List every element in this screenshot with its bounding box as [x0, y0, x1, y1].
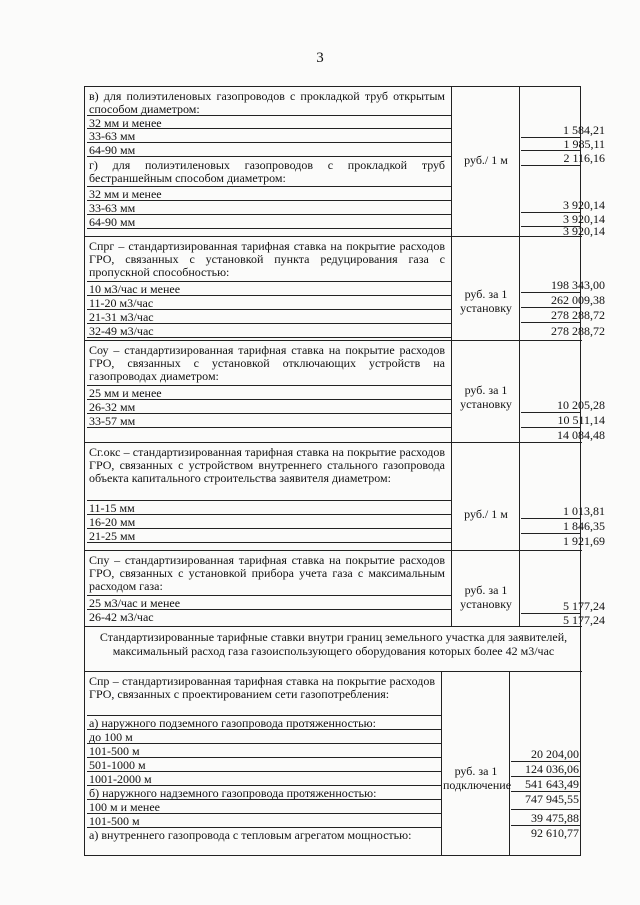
value: 14 084,48 — [557, 428, 605, 442]
value: 3 920,14 — [563, 212, 605, 226]
value: 1 846,35 — [563, 519, 605, 533]
row-label: 101-500 м — [89, 744, 140, 758]
unit-label: руб./ 1 м — [464, 153, 508, 167]
value: 10 205,28 — [557, 398, 605, 412]
subheading: а) наружного подземного газопровода протяженностью: — [89, 716, 376, 730]
value: 747 945,55 — [525, 792, 579, 806]
row-label: 32 мм и менее — [89, 116, 162, 130]
value: 10 511,14 — [557, 413, 605, 427]
row-label: 33-57 мм — [89, 414, 136, 428]
row-label: 33-63 мм — [89, 129, 136, 143]
sgoks-desc: Сг.окс – стандартизированная тарифная ставка на покрытие расходов ГРО, связанных с устройством внутреннего стального газопровода объекта капитального строительства заявителя диаметром: — [89, 445, 445, 485]
page-number: 3 — [316, 50, 324, 66]
row-label: 32-49 м3/час — [89, 324, 154, 338]
row-label: 33-63 мм — [89, 201, 136, 215]
sprg-desc: Спрг – стандартизированная тарифная ставка на покрытие расходов ГРО, связанных с установкой пункта редуцирования газа с пропускной способностью: — [89, 239, 445, 279]
unit-label: руб. за 1 установку — [460, 583, 512, 611]
poly-trenchless-desc: г) для полиэтиленовых газопроводов с прокладкой труб бестраншейным способом диаметром: — [89, 158, 445, 185]
value: 278 288,72 — [551, 324, 605, 338]
value: 20 204,00 — [531, 747, 579, 761]
value: 5 177,24 — [563, 613, 605, 627]
spr-desc: Спр – стандартизированная тарифная ставка на покрытие расходов ГРО, связанных с проектированием сети газопотребления: — [89, 674, 435, 701]
value: 541 643,49 — [525, 777, 579, 791]
row-label: 21-31 м3/час — [89, 310, 154, 324]
unit-label: руб. за 1 подключение — [443, 764, 512, 792]
value: 1 985,11 — [563, 137, 605, 151]
value: 3 920,14 — [563, 198, 605, 212]
value: 1 921,69 — [563, 534, 605, 548]
unit-label: руб. за 1 установку — [460, 287, 512, 315]
row-label: 100 м и менее — [89, 800, 161, 814]
value: 1 013,81 — [563, 504, 605, 518]
unit-label: руб. за 1 установку — [460, 383, 512, 411]
row-label: 1001-2000 м — [89, 772, 152, 786]
value: 198 343,00 — [551, 278, 605, 292]
row-label: 501-1000 м — [89, 758, 146, 772]
row-label: 25 мм и менее — [89, 386, 162, 400]
value: 2 116,16 — [563, 151, 605, 165]
row-label: 10 м3/час и менее — [89, 282, 181, 296]
section-sou — [85, 341, 605, 443]
row-label: 26-32 мм — [89, 400, 136, 414]
section-spu — [85, 551, 605, 627]
row-label: 11-20 м3/час — [89, 296, 154, 310]
section-header-inside — [85, 627, 582, 672]
row-label: 101-500 м — [89, 814, 140, 828]
value: 39 475,88 — [531, 811, 579, 825]
section-sgoks — [85, 443, 605, 551]
poly-open-desc: в) для полиэтиленовых газопроводов с прокладкой труб открытым способом диаметром: — [89, 89, 445, 116]
header-inside-text: Стандартизированные тарифные ставки внутри границ земельного участка для заявителей, максимальный расход газа газоиспользующего оборудования которых более 42 м3/час — [99, 630, 568, 658]
value: 1 584,21 — [563, 123, 605, 137]
value: 5 177,24 — [563, 599, 605, 613]
row-label: до 100 м — [89, 730, 133, 744]
row-label: 64-90 мм — [89, 215, 136, 229]
tariff-table — [84, 86, 605, 856]
value: 124 036,06 — [525, 762, 579, 776]
row-label: 26-42 м3/час — [89, 610, 154, 624]
section-sprg — [85, 237, 605, 341]
row-label: 11-15 мм — [89, 501, 135, 515]
sou-desc: Соу – стандартизированная тарифная ставка на покрытие расходов ГРО, связанных с установкой отключающих устройств на газопроводах диаметром: — [89, 343, 445, 383]
unit-label: руб./ 1 м — [464, 507, 508, 521]
spu-desc: Спу – стандартизированная тарифная ставка на покрытие расходов ГРО, связанных с установкой прибора учета газа с максимальным расходом газа: — [89, 553, 445, 593]
row-label: 21-25 мм — [89, 529, 136, 543]
value: 3 920,14 — [563, 224, 605, 238]
value: 262 009,38 — [551, 293, 605, 307]
value: 278 288,72 — [551, 308, 605, 322]
row-label: 25 м3/час и менее — [89, 596, 181, 610]
value: 92 610,77 — [531, 826, 579, 840]
subheading: а) внутреннего газопровода с тепловым агрегатом мощностью: — [89, 828, 412, 842]
row-label: 32 мм и менее — [89, 187, 162, 201]
row-label: 64-90 мм — [89, 143, 136, 157]
row-label: 16-20 мм — [89, 515, 136, 529]
section-polyethylene — [85, 87, 605, 238]
section-spr — [85, 672, 582, 856]
subheading: б) наружного надземного газопровода протяженностью: — [89, 786, 377, 800]
